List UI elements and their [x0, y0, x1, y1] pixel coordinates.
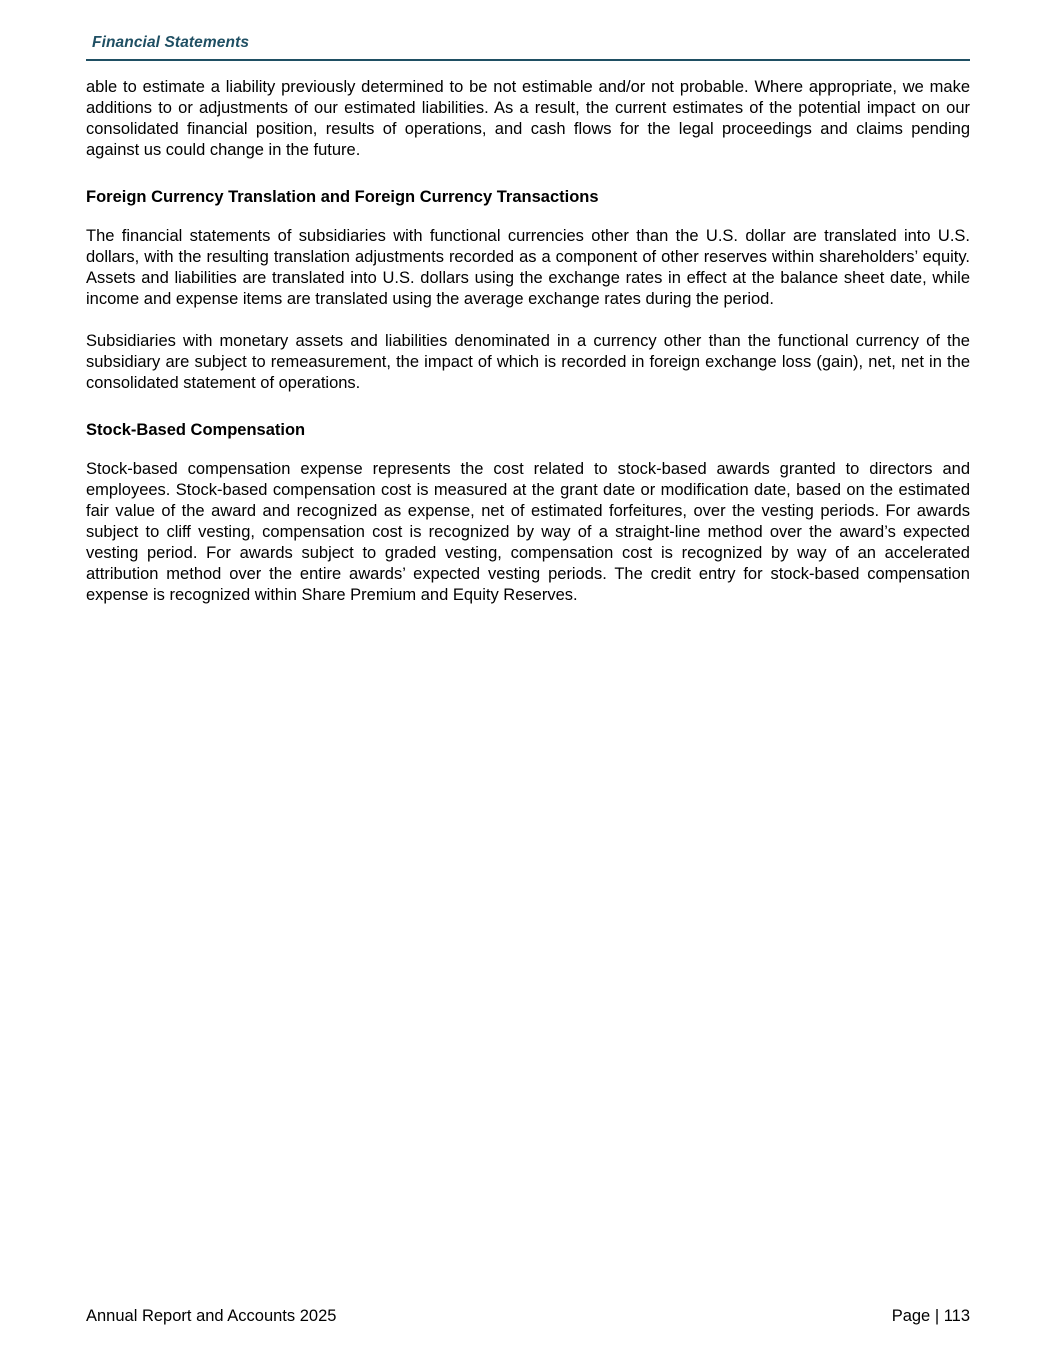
page-header	[86, 34, 970, 61]
paragraph-translation: The financial statements of subsidiaries with functional currencies other than the U.S. dollar are translated into U.S. dollars, with the resulting translation adjustments recorded as a component of other reserves within shareholders’ equity. Assets and liabilities are translated into U.S. dollars using the exchange rates in effect at the balance sheet date, while income and expense items are translated using the average exchange rates during the period.	[86, 227, 970, 308]
paragraph-legal-estimates: able to estimate a liability previously determined to be not estimable and/or not probable. Where appropriate, we make additions to or adjustments of our estimated liabilities. As a result, the current estimates of the potential impact on our consolidated financial position, results of operations, and cash flows for the legal proceedings and claims pending against us could change in the future.	[86, 78, 970, 159]
paragraph-remeasurement: Subsidiaries with monetary assets and liabilities denominated in a currency other than the functional currency of the subsidiary are subject to remeasurement, the impact of which is recorded in foreign exchange loss (gain), net, net in the consolidated statement of operations.	[86, 332, 970, 392]
section-heading-stock-based-compensation: Stock-Based Compensation	[86, 421, 306, 439]
page-header-title: Financial Statements	[92, 34, 250, 51]
footer-report-title: Annual Report and Accounts 2025	[86, 1307, 337, 1325]
document-body	[86, 77, 970, 606]
section-heading-foreign-currency: Foreign Currency Translation and Foreign Currency Transactions	[86, 188, 599, 206]
header-divider	[86, 59, 970, 61]
page-footer	[86, 1306, 970, 1327]
paragraph-stock-compensation: Stock-based compensation expense represents the cost related to stock-based awards granted to directors and employees. Stock-based compensation cost is measured at the grant date or modification date, based on the estimated fair value of the award and recognized as expense, net of estimated forfeitures, over the vesting periods. For awards subject to cliff vesting, compensation cost is recognized by way of a straight-line method over the award’s expected vesting period. For awards subject to graded vesting, compensation cost is recognized by way of an accelerated attribution method over the entire awards’ expected vesting periods. The credit entry for stock-based compensation expense is recognized within Share Premium and Equity Reserves.	[86, 460, 970, 604]
footer-page-number: Page | 113	[891, 1307, 970, 1325]
